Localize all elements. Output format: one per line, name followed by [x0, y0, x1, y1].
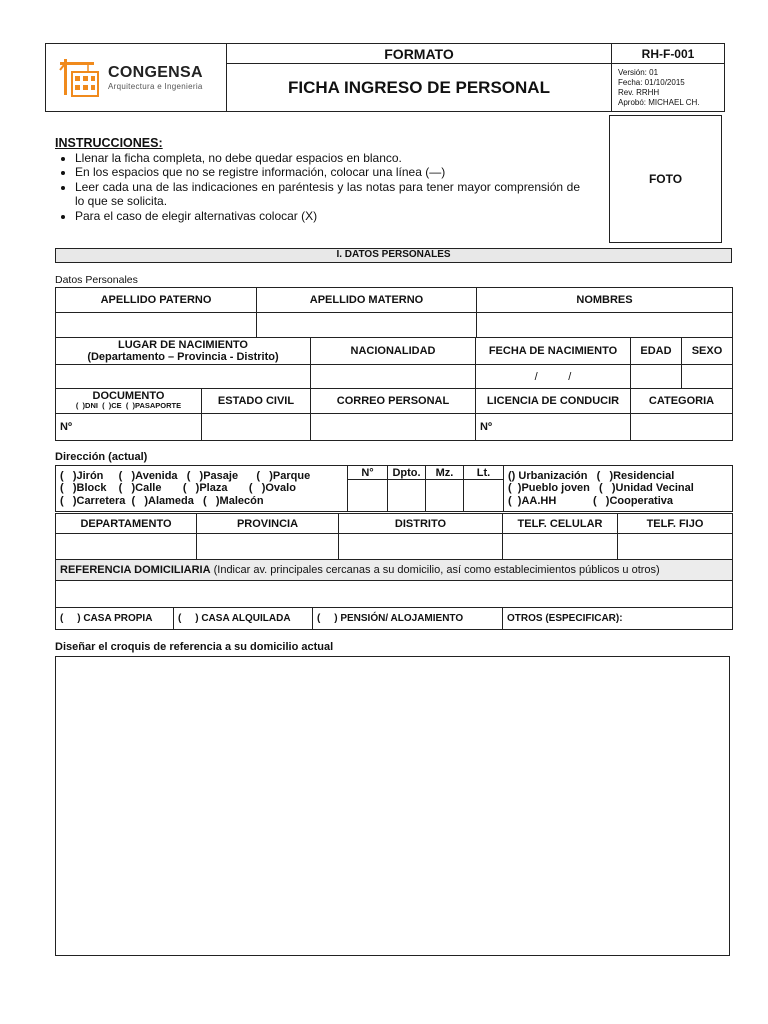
provincia-header: PROVINCIA [197, 514, 339, 534]
fecha-nacimiento-field[interactable]: / / [476, 365, 631, 389]
instruction-item: • En los espacios que no se registre información, colocar una línea (—) [75, 165, 580, 180]
casa-alquilada-option[interactable]: ( ) CASA ALQUILADA [174, 608, 313, 630]
zone-type-options[interactable] [504, 466, 733, 512]
croquis-label: Diseñar el croquis de referencia a su domicilio actual [55, 641, 334, 653]
fijo-field[interactable] [618, 534, 733, 560]
nacionalidad-field[interactable] [311, 365, 476, 389]
document-table [55, 388, 733, 441]
zona-row-1[interactable]: () Urbanización ( )Residencial [508, 469, 675, 482]
documento-number-field[interactable]: Nº [56, 414, 202, 441]
departamento-field[interactable] [56, 534, 197, 560]
referencia-header [56, 560, 733, 581]
documento-title: DOCUMENTO [92, 390, 165, 402]
via-row-1[interactable]: ( )Jirón ( )Avenida ( )Pasaje ( )Parque [60, 469, 311, 482]
correo-header: CORREO PERSONAL [311, 389, 476, 414]
lugar-nacimiento-field[interactable] [56, 365, 311, 389]
otros-option[interactable]: OTROS (ESPECIFICAR): [503, 608, 733, 630]
estado-civil-field[interactable] [202, 414, 311, 441]
photo-label: FOTO [648, 172, 683, 186]
instructions-title: INSTRUCCIONES: [55, 136, 163, 150]
lt-header: Lt. [464, 466, 504, 480]
lugar-nacimiento-sub: (Departamento – Provincia - Distrito) [87, 351, 279, 363]
logo-cell [46, 44, 227, 112]
fijo-header: TELF. FIJO [618, 514, 733, 534]
dpto-field[interactable] [388, 480, 426, 512]
distrito-field[interactable] [339, 534, 503, 560]
version-text: Versión: 01 [618, 67, 659, 77]
documento-options[interactable]: ( )DNI ( )CE ( )PASAPORTE [75, 401, 182, 410]
date-text: Fecha: 01/10/2015 [618, 77, 685, 87]
categoria-field[interactable] [631, 414, 733, 441]
numero-header: N° [348, 466, 388, 480]
via-row-2[interactable]: ( )Block ( )Calle ( )Plaza ( )Ovalo [60, 482, 296, 495]
location-table [55, 513, 733, 608]
dpto-header: Dpto. [388, 466, 426, 480]
apellido-paterno-header: APELLIDO PATERNO [56, 288, 257, 313]
instructions-list [55, 151, 580, 224]
celular-header: TELF. CELULAR [503, 514, 618, 534]
mz-field[interactable] [426, 480, 464, 512]
pension-option[interactable]: ( ) PENSIÓN/ ALOJAMIENTO [313, 608, 503, 630]
direccion-label: Dirección (actual) [55, 451, 148, 463]
lugar-nacimiento-header [56, 338, 311, 365]
lugar-nacimiento-title: LUGAR DE NACIMIENTO [118, 339, 248, 351]
nombres-field[interactable] [477, 313, 733, 338]
instructions [55, 136, 580, 223]
departamento-header: DEPARTAMENTO [56, 514, 197, 534]
instruction-item: • Llenar la ficha completa, no debe quedar espacios en blanco. [75, 151, 580, 166]
document-code: RH-F-001 [612, 44, 725, 64]
birth-table [55, 337, 733, 389]
apellido-materno-header: APELLIDO MATERNO [257, 288, 477, 313]
section-title-datos-personales: I. DATOS PERSONALES [55, 248, 732, 263]
fecha-nacimiento-header: FECHA DE NACIMIENTO [476, 338, 631, 365]
housing-table [55, 607, 733, 630]
correo-field[interactable] [311, 414, 476, 441]
instruction-item: • Leer cada una de las indicaciones en paréntesis y las notas para tener mayor comprensión de lo que se solicita. [75, 180, 580, 209]
instruction-item: • Para el caso de elegir alternativas colocar (X) [75, 209, 580, 224]
form-title: FICHA INGRESO DE PERSONAL [227, 64, 612, 112]
licencia-header: LICENCIA DE CONDUCIR [476, 389, 631, 414]
nacionalidad-header: NACIONALIDAD [311, 338, 476, 365]
celular-field[interactable] [503, 534, 618, 560]
categoria-header: CATEGORIA [631, 389, 733, 414]
licencia-number-field[interactable]: Nº [476, 414, 631, 441]
names-table [55, 287, 733, 338]
via-row-3[interactable]: ( )Carretera ( )Alameda ( )Malecón [60, 494, 264, 507]
documento-header [56, 389, 202, 414]
nombres-header: NOMBRES [477, 288, 733, 313]
company-logo [46, 58, 226, 98]
format-label: FORMATO [227, 44, 612, 64]
sexo-field[interactable] [682, 365, 733, 389]
casa-propia-option[interactable]: ( ) CASA PROPIA [56, 608, 174, 630]
zona-row-3[interactable]: ( )AA.HH ( )Cooperativa [508, 494, 674, 507]
edad-header: EDAD [631, 338, 682, 365]
header-table [45, 43, 725, 112]
edad-field[interactable] [631, 365, 682, 389]
zona-row-2[interactable]: ( )Pueblo joven ( )Unidad Vecinal [508, 482, 694, 495]
apellido-paterno-field[interactable] [56, 313, 257, 338]
crane-building-icon [58, 58, 102, 98]
croquis-sketch-area[interactable] [55, 656, 730, 956]
photo-box[interactable] [609, 115, 722, 243]
address-table [55, 465, 733, 512]
lt-field[interactable] [464, 480, 504, 512]
approved-text: Aprobó: MICHAEL CH. [618, 97, 700, 107]
datos-personales-label: Datos Personales [55, 274, 138, 286]
rev-text: Rev. RRHH [618, 87, 660, 97]
referencia-title: REFERENCIA DOMICILIARIA [60, 564, 211, 576]
estado-civil-header: ESTADO CIVIL [202, 389, 311, 414]
via-type-options[interactable] [56, 466, 348, 512]
mz-header: Mz. [426, 466, 464, 480]
numero-field[interactable] [348, 480, 388, 512]
company-subtitle: Arquitectura e Ingenieria [108, 82, 203, 91]
document-meta [612, 64, 725, 112]
distrito-header: DISTRITO [339, 514, 503, 534]
apellido-materno-field[interactable] [257, 313, 477, 338]
referencia-note: (Indicar av. principales cercanas a su domicilio, así como establecimientos públicos u otros) [210, 564, 660, 576]
company-name: CONGENSA [108, 64, 203, 81]
sexo-header: SEXO [682, 338, 733, 365]
provincia-field[interactable] [197, 534, 339, 560]
referencia-field[interactable] [56, 581, 733, 608]
